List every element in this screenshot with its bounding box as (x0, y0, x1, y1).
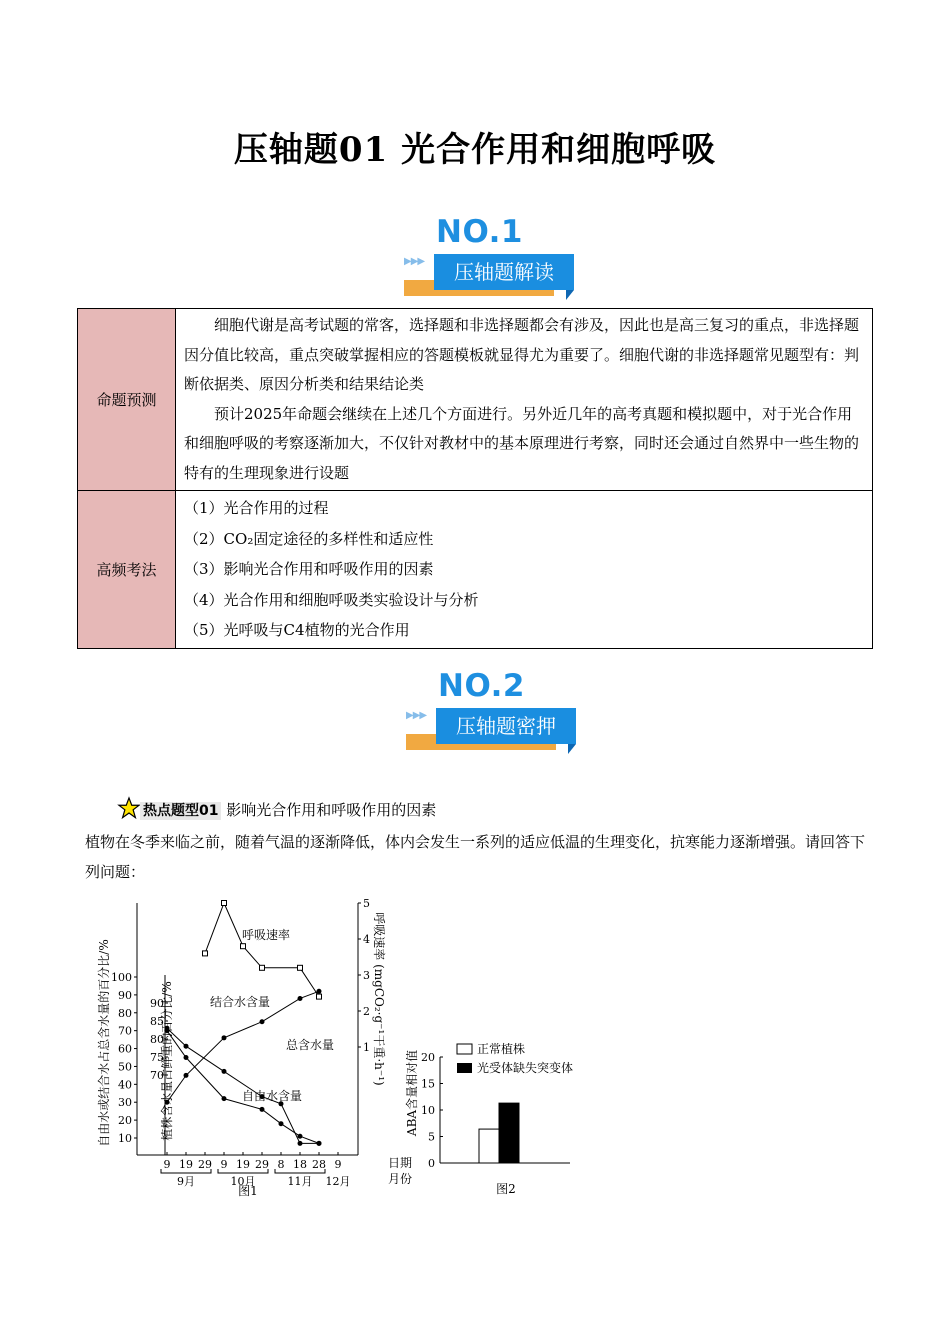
arrow-decoration-icon: ▶▶▶ (404, 256, 425, 267)
month-label: 9月 (177, 1175, 195, 1188)
tick-label: 10 (421, 1104, 435, 1117)
y-axis-label: ABA含量相对值 (405, 1049, 419, 1137)
data-point (260, 965, 265, 970)
row-header: 高频考法 (78, 491, 176, 649)
list-item: （4）光合作用和细胞呼吸类实验设计与分析 (184, 590, 479, 609)
star-icon (118, 797, 140, 819)
figure-2-caption: 图2 (496, 1182, 516, 1196)
tick-label: 29 (198, 1158, 212, 1171)
data-point (260, 1019, 265, 1024)
tick-label: 8 (277, 1158, 285, 1171)
legend-swatch-normal (457, 1044, 472, 1054)
tick-label: 90 (118, 988, 132, 1002)
data-point (241, 944, 246, 949)
series-label: 总含水量 (286, 1038, 335, 1052)
y-axis-right-label: 呼吸速率 (mgCO₂·g⁻¹干重·h⁻¹) (372, 912, 386, 1086)
badge-label: 压轴题解读 (434, 254, 574, 290)
tick-label: 5 (428, 1130, 435, 1144)
tick-label: 30 (118, 1096, 132, 1110)
data-point (298, 1134, 303, 1139)
series-label: 结合水含量 (210, 995, 271, 1009)
month-label: 12月 (325, 1175, 351, 1188)
tick-label: 5 (363, 897, 370, 910)
data-point (317, 989, 322, 994)
data-point (317, 994, 322, 999)
page-title: 压轴题01 光合作用和细胞呼吸 (233, 130, 717, 170)
arrow-decoration-icon: ▶▶▶ (406, 710, 427, 721)
legend-label: 光受体缺失突变体 (477, 1061, 574, 1075)
data-point (298, 1141, 303, 1146)
y-axis-inner-label: 植株含水量占鲜重的百分比/% (160, 981, 174, 1141)
tick-label: 75 (150, 1051, 164, 1064)
figure-1-caption: 图1 (238, 1184, 258, 1198)
tick-label: 50 (118, 1060, 132, 1074)
list-item: （3）影响光合作用和呼吸作用的因素 (184, 560, 434, 578)
tick-label: 1 (363, 1041, 370, 1054)
tick-label: 85 (150, 1015, 164, 1028)
tick-label: 9 (334, 1158, 342, 1171)
tick-label: 80 (118, 1006, 132, 1020)
tick-label: 60 (118, 1042, 132, 1056)
tick-label: 19 (179, 1158, 193, 1171)
badge-label: 压轴题密押 (436, 708, 576, 744)
data-point (279, 1121, 284, 1126)
tick-label: 9 (220, 1158, 228, 1171)
data-point (184, 1044, 189, 1049)
bar (479, 1129, 499, 1163)
tick-label: 19 (236, 1158, 250, 1171)
data-point (184, 1055, 189, 1060)
paragraph: 预计2025年命题会继续在上述几个方面进行。另外近几年的高考真题和模拟题中，对于光合作用和细胞呼吸的考察逐渐加大，不仅针对教材中的基本原理进行考察，同时还会通过自然界中一些生物的特有的生理现象进行设题 (184, 404, 860, 482)
question-text: 植物在冬季来临之前，随着气温的逐渐降低，体内会发生一系列的适应低温的生理变化，抗寒能力逐渐增强。请回答下列问题： (85, 833, 866, 881)
table-row (78, 491, 873, 649)
row-body (176, 309, 873, 491)
tick-label: 0 (428, 1157, 435, 1170)
tick-label: 28 (312, 1158, 326, 1171)
data-point (317, 1141, 322, 1146)
tick-label: 2 (363, 1005, 370, 1018)
x-axis-label-date: 日期 (388, 1156, 413, 1170)
tick-label: 70 (118, 1024, 132, 1038)
table-row (78, 309, 873, 491)
tick-label: 29 (255, 1158, 269, 1171)
tick-label: 9 (163, 1158, 171, 1171)
list-item: （2）CO₂固定途径的多样性和适应性 (184, 529, 434, 548)
series-label: 呼吸速率 (242, 928, 291, 942)
bar (499, 1103, 519, 1163)
section-badge-1 (400, 214, 590, 304)
list-item: （1）光合作用的过程 (184, 499, 329, 517)
badge-fold (568, 744, 576, 754)
row-body (176, 491, 873, 649)
tick-label: 20 (118, 1114, 132, 1128)
legend-swatch-mutant (457, 1063, 472, 1073)
tick-label: 15 (421, 1077, 435, 1091)
data-point (260, 1107, 265, 1112)
tick-label: 90 (150, 997, 164, 1010)
badge-number: NO.1 (436, 214, 523, 250)
tick-label: 20 (421, 1051, 435, 1064)
data-point (222, 1096, 227, 1101)
data-point (184, 1073, 189, 1078)
y-axis-outer-label: 自由水或结合水占总含水量的百分比/% (97, 939, 111, 1147)
series-label: 自由水含量 (242, 1089, 303, 1103)
section-badge-2 (402, 668, 592, 758)
list-item: （5）光呼吸与C4植物的光合作用 (184, 621, 410, 639)
data-point (203, 951, 208, 956)
badge-fold (566, 290, 574, 300)
tick-label: 18 (293, 1158, 307, 1171)
tick-label: 40 (118, 1078, 132, 1092)
badge-number: NO.2 (438, 668, 525, 704)
hotspot-label: 热点题型01 (140, 802, 221, 820)
info-table (77, 308, 873, 649)
figure-2-chart (402, 1033, 592, 1203)
tick-label: 3 (363, 969, 370, 982)
tick-label: 70 (150, 1069, 164, 1082)
legend-label: 正常植株 (477, 1042, 526, 1056)
tick-label: 80 (150, 1033, 164, 1046)
series-line (205, 903, 319, 997)
x-axis-label-month: 月份 (388, 1172, 413, 1186)
month-label: 11月 (287, 1175, 313, 1188)
data-point (298, 965, 303, 970)
tick-label: 4 (363, 933, 370, 946)
data-point (222, 1069, 227, 1074)
tick-label: 100 (111, 971, 132, 984)
paragraph: 细胞代谢是高考试题的常客，选择题和非选择题都会有涉及，因此也是高三复习的重点，非选择题因分值比较高，重点突破掌握相应的答题模板就显得尤为重要了。细胞代谢的非选择题常见题型有：判断依据类、原因分析类和结果结论类 (184, 316, 860, 393)
hotspot-heading (118, 796, 436, 825)
data-point (298, 996, 303, 1001)
tick-label: 10 (118, 1132, 132, 1145)
data-point (222, 1035, 227, 1040)
chart-series (165, 901, 335, 1146)
data-point (222, 901, 227, 906)
row-header: 命题预测 (78, 309, 176, 491)
month-label: 10月 (230, 1175, 256, 1188)
hotspot-text: 影响光合作用和呼吸作用的因素 (226, 801, 437, 819)
